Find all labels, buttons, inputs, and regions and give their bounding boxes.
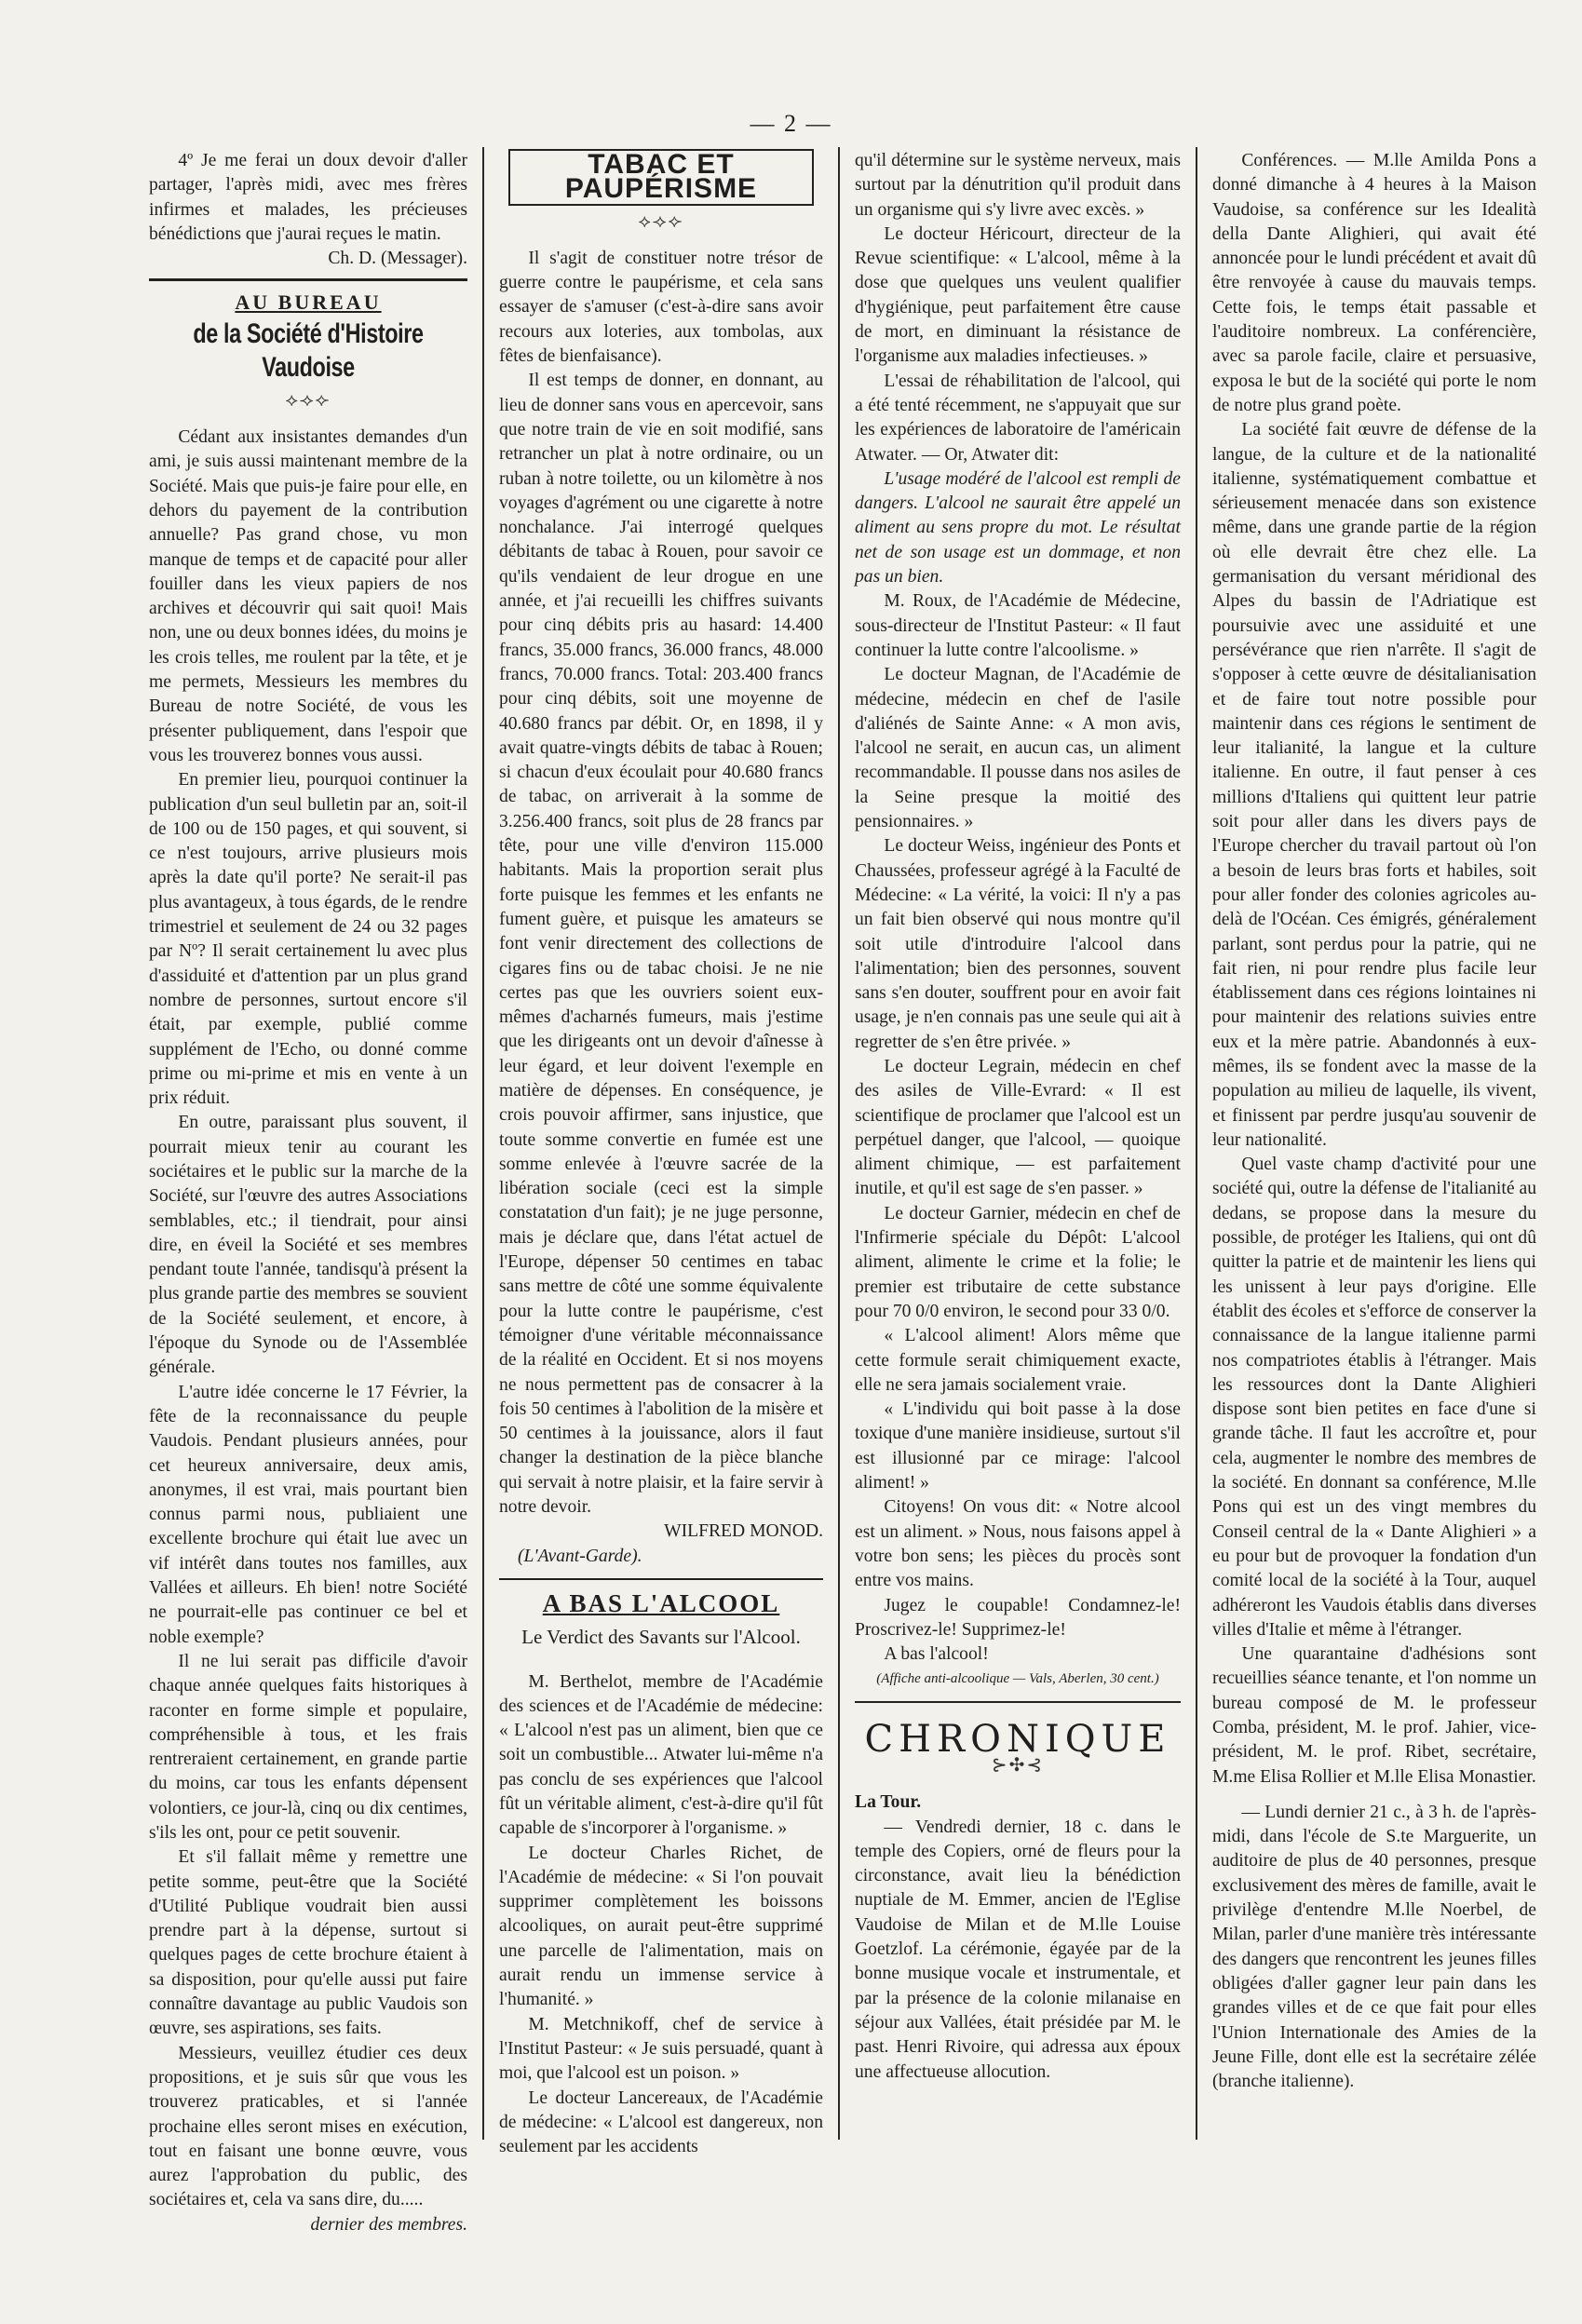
paragraph: A bas l'alcool!: [884, 1644, 989, 1665]
author-signature: WILFRED MONOD.: [664, 1521, 823, 1542]
article-title: A BAS L'ALCOOL: [542, 1588, 780, 1617]
paragraph: L'essai de réhabilitation de l'alcool, qui a été tenté récemment, ne s'appuyait que sur les expériences de laboratoire de l'américain Atwater. — Or, Atwater dit:: [855, 371, 1181, 465]
intro-paragraph: 4º Je me ferai un doux devoir d'aller partager, l'après midi, avec mes frères infirmes et malades, les précieuses bénédictions que j'aurai reçues le matin.: [149, 151, 467, 244]
section-rule: [499, 1578, 823, 1580]
paragraph: — Vendredi dernier, 18 c. dans le temple des Copiers, orné de fleurs pour la circonstance, avait lieu la bénédiction nuptiale de M. Emmer, ancien de l'Eglise Vaudoise de Milan et de M.lle Louise Goetzlof. La cérémonie, égayée par de la bonne musique vocale et instrumentale, et par la présence de la colonie milanaise en séjour aux Vallées, était présidée par M. le past. Henri Rivoire, qui adressa aux époux une affectueuse allocution.: [855, 1817, 1181, 2082]
ornament: ⟡⟢⟣: [285, 389, 331, 411]
section-rule: [149, 278, 467, 281]
paragraph: Quel vaste champ d'activité pour une société qui, outre la défense de l'italianité au dedans, se propose dans la mesure du possible, de protéger les Italiens, qui ont dû quitter la patrie et de maintenir les liens qui les unissent à leur pays d'origine. Elle établit des écoles et s'efforce de conserver la connaissance de la langue italienne parmi nos compatriotes établis à l'étranger. Mais les ressources dont la Dante Alighieri dispose sont bien petites en face d'une si grande tâche. Il faut les accroître et, pour cela, augmenter le nombre des membres de la société. En donnant sa conférence, M.lle Pons qui est un des vingt membres du Conseil central de la « Dante Alighieri » a eu pour but de provoquer la fondation d'un comité local de la société à la Tour, auquel adhéreront les Vaudois établis dans diverses villes d'Italie et même à l'étranger.: [1212, 1155, 1536, 1640]
paragraph: En outre, paraissant plus souvent, il pourrait mieux tenir au courant les sociétaires et le public sur la marche de la Société, sur l'œuvre des autres Associations semblables, etc.; il tiendrait, pour ainsi dire, en éveil la Société et ses membres pendant toute l'année, tandisqu'à présent la plus grande partie des membres se souvient de la Société seulement, et encore, à l'époque du Synode ou de l'Assemblée générale.: [149, 1113, 467, 1378]
paragraph: Conférences. — M.lle Amilda Pons a donné dimanche à 4 heures à la Maison Vaudoise, sa conférence sur les Idealità della Dante Alighieri, qui avait été annoncée pour le lundi précédent et avait dû être renvoyée à cause du mauvais temps. Cette fois, le temps était passable et l'auditoire nombreux. La conférencière, avec sa parole facile, claire et persuasive, exposa le but de la société qui porte le nom de notre plus grand poète.: [1212, 151, 1536, 415]
paragraph: Le docteur Magnan, de l'Académie de médecine, médecin en chef de l'asile d'aliénés de Sainte Anne: « A mon avis, l'alcool ne serait, en aucun cas, un aliment recommandable. Il pousse dans nos asiles de la Seine presque la moitié des pensionnaires. »: [855, 665, 1181, 832]
article-title: TABAC ET PAUPÉRISME: [508, 149, 814, 206]
paragraph: Il s'agit de constituer notre trésor de guerre contre le paupérisme, et cela sans essayer de s'amuser (c'est-à-dire sans avoir recours aux loteries, aux tombolas, aux fêtes de bienfaisance).: [499, 248, 823, 367]
paragraph: Il ne lui serait pas difficile d'avoir chaque année quelques faits historiques à raconter en forme simple et populaire, compréhensible à tous, et les frais rentreraient certainement, en grande partie du moins, car tous les enfants dépensent volontiers, ce jour-là, cinq ou dix centimes, s'ils les ont, pour ce petit souvenir.: [149, 1651, 467, 1843]
paragraph: Le docteur Charles Richet, de l'Académie de médecine: « Si l'on pouvait supprimer complètement les boissons alcooliques, on aurait peut-être supprimé une parcelle de l'alimentation, mais on aurait rendu un immense service à l'humanité. »: [499, 1843, 823, 2010]
column-1: [149, 149, 467, 2235]
quote-paragraph: L'usage modéré de l'alcool est rempli de dangers. L'alcool ne saurait être appelé un aliment au sens propre du mot. Le résultat net de son usage est un dommage, et non pas un bien.: [855, 468, 1181, 588]
column-rule: [838, 147, 840, 2140]
paragraph: L'autre idée concerne le 17 Février, la fête de la reconnaissance du peuple Vaudois. Pendant plusieurs années, pour cet heureux anniversaire, deux amis, anonymes, il est vrai, mais pourtant bien connus parmi nous, publiaient une excellente brochure qui était lue avec un vif intérêt dans toutes nos familles, aux Vallées et ailleurs. Eh bien! notre Société ne pourrait-elle pas continuer ce bel et noble exemple?: [149, 1382, 467, 1647]
paragraph: Et s'il fallait même y remettre une petite somme, peut-être que la Société d'Utilité Publique voudrait bien aussi prendre part à la dépense, surtout si quelques pages de cette brochure étaient à sa disposition, pour qu'elle aussi put faire connaître davantage au public Vaudois son œuvre, ses aspirations, ses faits.: [149, 1847, 467, 2039]
closing-signature: dernier des membres.: [310, 2214, 467, 2235]
paragraph: Le docteur Garnier, médecin en chef de l'Infirmerie spéciale du Dépôt: L'alcool aliment, alimente le crime et la folie; le premier est tributaire de cette substance pour 70 0/0 environ, le second pour 33 0/0.: [855, 1203, 1181, 1321]
column-rule: [1196, 147, 1197, 2140]
source-note: (Affiche anti-alcoolique — Vals, Aberlen, 30 cent.): [876, 1671, 1159, 1687]
paragraph: « L'individu qui boit passe à la dose toxique d'une manière insidieuse, surtout s'il est illusionné par ce mirage: l'alcool aliment! »: [855, 1399, 1181, 1493]
spacer: [1212, 1790, 1536, 1801]
paragraph: qu'il détermine sur le système nerveux, mais surtout par la dénutrition qu'il produit dans un organisme qui s'y livre avec excès. »: [855, 151, 1181, 220]
paragraph: Le docteur Héricourt, directeur de la Revue scientifique: « L'alcool, même à la dose que quelques uns veulent qualifier d'hygiénique, peut parfaitement être cause de mort, en diminuant la résistance de l'organisme aux maladies infectieuses. »: [855, 223, 1181, 367]
section-title: CHRONIQUE: [864, 1717, 1171, 1761]
paragraph: En premier lieu, pourquoi continuer la publication d'un seul bulletin par an, soit-il de 100 ou de 150 pages, et qui souvent, si ce n'est toujours, arrive plusieurs mois après la date qu'il porte? Ne serait-il pas plus avantageux, à tous égards, de le rendre trimestriel et seulement de 24 ou 32 pages par Nº? Il serait certainement lu avec plus d'assiduité et d'attention par un plus grand nombre de personnes, surtout encore s'il était, par exemple, publié comme supplément de l'Echo, ou donné comme prime ou mi-prime et mis en vente à un prix réduit.: [149, 770, 467, 1109]
paragraph: Le docteur Weiss, ingénieur des Ponts et Chaussées, professeur agrégé à la Faculté de Médecine: « La vérité, la voici: Il n'y a pas un fait bien observé qui nous montre qu'il soit utile d'introduire l'alcool dans l'alimentation; bien des personnes, souvent sans s'en douter, souffrent pour en avoir fait usage, je n'en connais pas une seule qui ait à regretter de s'en être privée. »: [855, 836, 1181, 1052]
paragraph: Le docteur Lancereaux, de l'Académie de médecine: « L'alcool est dangereux, non seulement par les accidents: [499, 2088, 823, 2157]
paragraph: Messieurs, veuillez étudier ces deux propositions, et je suis sûr que vous les trouverez praticables, et si l'année prochaine elles seront mises en exécution, tout en faisant une bonne œuvre, vous aurez l'approbation du public, des sociétaires et, cela va sans dire, du.....: [149, 2043, 467, 2210]
article-title: de la Société d'Histoire Vaudoise: [193, 318, 424, 383]
paragraph: — Lundi dernier 21 c., à 3 h. de l'après-midi, dans l'école de S.te Marguerite, un auditoire de plus de 40 personnes, presque exclusivement des mères de famille, avait le privilège d'entendre M.lle Noerbel, de Milan, parler d'une manière très intéressante des dangers que rencontrent les jeunes filles obligées d'aller gagner leur pain dans les grandes villes et de ce que fait pour elles l'Union Internationale des Amies de la Jeune Fille, dont elle est la secrétaire zélée (branche italienne).: [1212, 1802, 1536, 2092]
column-3: [855, 149, 1181, 2142]
column-4: [1212, 149, 1536, 2142]
paragraph: M. Metchnikoff, chef de service à l'Institut Pasteur: « Je suis persuadé, quant à moi, que l'alcool est un poison. »: [499, 2014, 823, 2084]
paragraph: Citoyens! On vous dit: « Notre alcool est un aliment. » Nous, nous faisons appel à votre bon sens; les pièces du procès sont entre vos mains.: [855, 1497, 1181, 1591]
signature: Ch. D. (Messager).: [328, 249, 467, 269]
column-2: [499, 149, 823, 2157]
paragraph: Jugez le coupable! Condamnez-le! Proscrivez-le! Supprimez-le!: [855, 1595, 1181, 1640]
paragraph: M. Berthelot, membre de l'Académie des sciences et de l'Académie de médecine: « L'alcool n'est pas un aliment, bien que ce soit un combustible... Atwater lui-même n'a pas conclu de ses expériences que l'alcool fût un véritable aliment, c'est-à-dire qu'il fût capable de s'incorporer à l'organisme. »: [499, 1671, 823, 1839]
article-subtitle: Le Verdict des Savants sur l'Alcool.: [521, 1626, 801, 1649]
article-kicker: AU BUREAU: [235, 290, 382, 315]
ornament: ⊱✣⊰: [991, 1755, 1045, 1776]
rubric-heading: La Tour.: [855, 1792, 922, 1813]
source-note: (L'Avant-Garde).: [518, 1546, 642, 1566]
paragraph: La société fait œuvre de défense de la langue, de la culture et de la nationalité italienne, systématiquement combattue et sérieusement menacée dans son existence même, dans une grande partie de la région où elle devrait être chez elle. La germanisation du versant méridional des Alpes du bassin de l'Adriatique est poursuivie avec une assiduité et une persévérance que rien n'arrête. Il s'agit de s'opposer à cette œuvre de désitalianisation et de faire tout notre possible pour maintenir dans ces régions le sentiment de leur italianité, la langue et la culture italienne. En outre, il faut penser à ces millions d'Italiens qui quittent leur patrie soit pour aller dans les divers pays de l'Europe chercher du travail partout où l'on a besoin de leurs bras forts et habiles, soit pour aller fonder des colonies agricoles au-delà de l'Océan. Ces émigrés, généralement parlant, sont perdus pour la patrie, qui ne fait rien, ni pour rendre plus facile leur établissement dans ces régions lointaines ni pour maintenir des relations suivies entre eux et la mère patrie. Abandonnés à eux-mêmes, ils se fondent avec la masse de la population au milieu de laquelle, ils vivent, et finissent par perdre jusqu'au souvenir de leur nationalité.: [1212, 420, 1536, 1150]
page-number: — 2 —: [750, 110, 832, 137]
paragraph: Il est temps de donner, en donnant, au lieu de donner sans vous en apercevoir, sans que notre train de vie en soit modifié, sans retrancher un plat à notre ordinaire, ou un ruban à notre toilette, ou un kilomètre à nos voyages d'agrément ou une cigarette à notre nonchalance. J'ai interrogé quelques débitants de tabac à Rouen, pour savoir ce qu'ils vendaient de leur drogue en une année, et j'ai recueilli les chiffres suivants pour cinq débits pris au hasard: 14.400 francs, 35.000 francs, 36.000 francs, 48.000 francs, 70.000 francs. Total: 203.400 francs pour cinq débits, soit une moyenne de 40.680 francs par débit. Or, en 1898, il y avait quatre-vingts débits de tabac à Rouen; si chacun d'eux écoulait pour 40.680 francs de tabac, on arriverait à la somme de 3.256.400 francs, soit plus de 28 francs par tête, pour une ville d'environ 115.000 habitants. Mais la proportion serait plus forte puisque les femmes et les enfants ne fument guère, et puisque les amateurs se font venir directement des collections de cigares fins ou de tabac choisi. Je ne nie certes pas que les ouvriers soient eux-mêmes d'acharnés fumeurs, mais j'estime que les dirigeants ont un devoir d'aînesse à leur égard, et leur doivent l'exemple en matière de dépenses. En conséquence, je crois pouvoir affirmer, sans injustice, que toute somme convertie en fumée est une somme enlevée à l'œuvre sacrée de la libération sociale (ceci est la simple constatation d'un fait); je ne juge personne, mais je déclare que, dans l'état actuel de l'Europe, dépenser 50 centimes en tabac sans mettre de côté une somme équivalente pour la lutte contre le paupérisme, c'est témoigner d'une véritable méconnaissance de la réalité en Occident. Et si nos moyens ne nous permettent pas de consacrer à la fois 50 centimes à l'abolition de la misère et 50 centimes à la jouissance, alors il faut changer la destination de la pièce blanche qui servait à notre plaisir, et la faire servir à notre devoir.: [499, 371, 823, 1518]
ornament: ⟡⟢⟣: [638, 210, 684, 232]
section-rule: [855, 1701, 1181, 1703]
column-rule: [482, 147, 484, 2140]
paragraph: Le docteur Legrain, médecin en chef des asiles de Ville-Evrard: « Il est scientifique de proclamer que l'alcool est un perpétuel danger, que l'alcool, — quoique aliment chimique, — est parfaitement inutile, et qu'il est sage de s'en passer. »: [855, 1056, 1181, 1199]
paragraph: Une quarantaine d'adhésions sont recueillies séance tenante, et l'on nomme un bureau composé de M. le professeur Comba, président, M. le prof. Jahier, vice-président, M. le prof. Ribet, secrétaire, M.me Elisa Rollier et M.lle Elisa Monastier.: [1212, 1644, 1536, 1787]
paragraph: M. Roux, de l'Académie de Médecine, sous-directeur de l'Institut Pasteur: « Il faut continuer la lutte contre l'alcoolisme. »: [855, 591, 1181, 660]
paragraph: « L'alcool aliment! Alors même que cette formule serait chimiquement exacte, elle ne sera jamais socialement vraie.: [855, 1326, 1181, 1395]
paragraph: Cédant aux insistantes demandes d'un ami, je suis aussi maintenant membre de la Société. Mais que puis-je faire pour elle, en dehors du payement de la contribution annuelle? Pas grand chose, vu mon manque de temps et de capacité pour aller fouiller dans les vieux papiers de nos archives et découvrir qui sait quoi! Mais non, une ou deux bonnes idées, du moins je les crois telles, me roulent par la tête, et je me permets, Messieurs les membres du Bureau de notre Société, de vous les présenter publiquement, dans l'espoir que vous les trouverez bonnes vous aussi.: [149, 427, 467, 765]
